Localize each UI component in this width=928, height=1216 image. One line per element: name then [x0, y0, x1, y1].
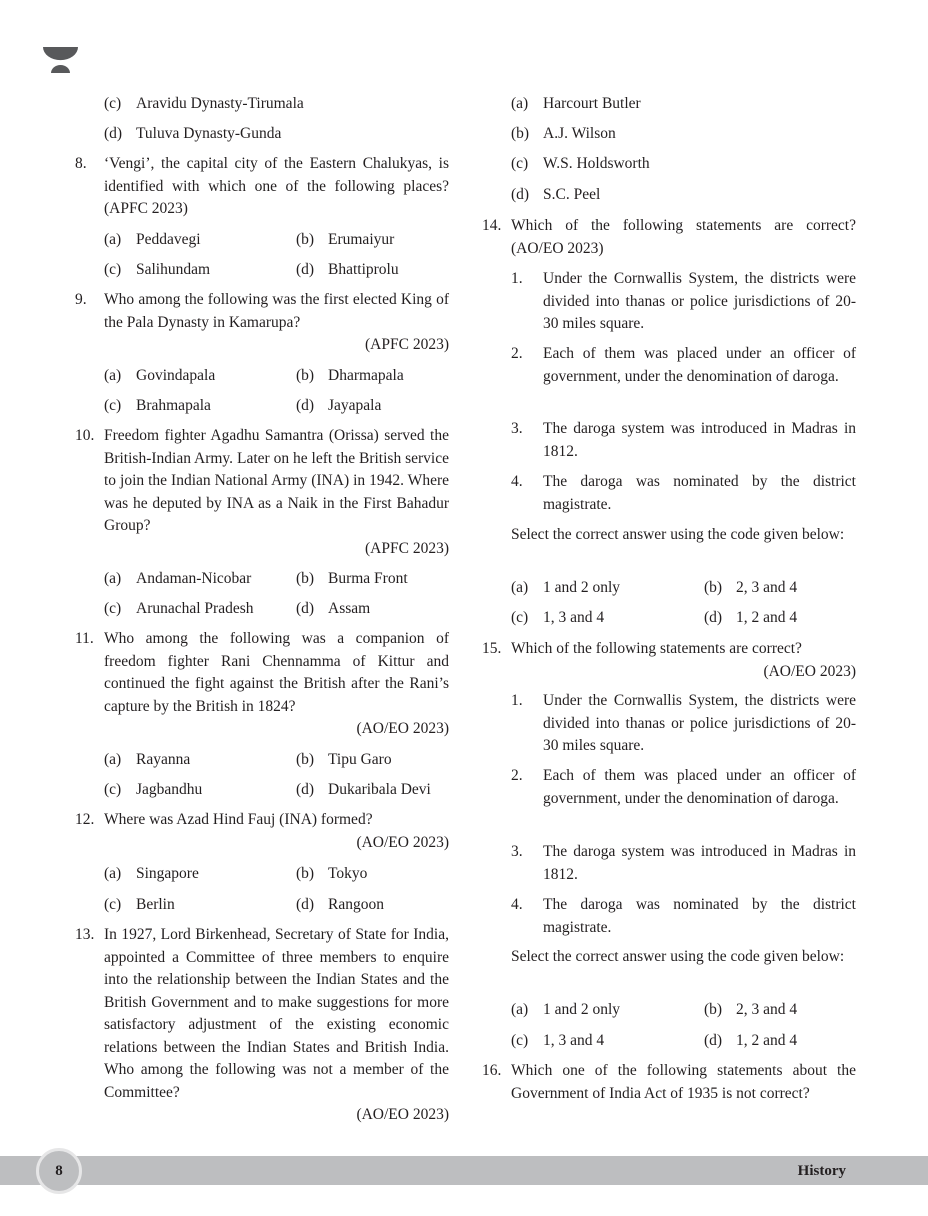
question-number: 11. [75, 630, 94, 647]
option-label: (a) [104, 231, 122, 248]
question-source: (APFC 2023) [365, 336, 449, 353]
question-9 [75, 289, 449, 357]
option-text: Dharmapala [328, 367, 404, 384]
option-text: Peddavegi [136, 231, 201, 248]
question-11 [75, 628, 449, 741]
question-14 [482, 215, 856, 260]
option-label: (a) [511, 95, 529, 112]
options-row [104, 863, 449, 886]
option-label: (c) [104, 600, 122, 617]
statement-number: 2. [511, 767, 523, 784]
option-label: (a) [511, 1001, 529, 1018]
question-number: 8. [75, 155, 87, 172]
cup-logo-icon [43, 45, 79, 75]
statement-number: 4. [511, 896, 523, 913]
question-number: 12. [75, 811, 95, 828]
option-text: Bhattiprolu [328, 261, 399, 278]
option-label: (d) [296, 896, 315, 913]
statement-2 [511, 765, 856, 810]
option-text: Tipu Garo [328, 751, 392, 768]
option-c [511, 153, 856, 176]
option-label: (c) [511, 1032, 529, 1049]
option-label: (a) [104, 751, 122, 768]
select-instruction [511, 946, 856, 969]
option-label: (d) [104, 125, 123, 142]
statement-2 [511, 343, 856, 388]
instruction-text: Select the correct answer using the code given below: [511, 948, 845, 965]
options-row [104, 395, 449, 418]
option-text: Jagbandhu [136, 781, 203, 798]
options-row [104, 749, 449, 772]
question-number: 9. [75, 291, 87, 308]
options-row [104, 259, 449, 282]
option-text: 2, 3 and 4 [736, 579, 798, 596]
option-text: 1, 2 and 4 [736, 1032, 798, 1049]
option-a [511, 93, 856, 116]
subject-label: History [797, 1163, 846, 1179]
statement-number: 1. [511, 692, 523, 709]
question-number: 14. [482, 217, 502, 234]
question-number: 10. [75, 427, 95, 444]
option-label: (d) [296, 781, 315, 798]
statement-text: The daroga system was introduced in Madras in 1812. [543, 420, 856, 460]
option-label: (a) [104, 570, 122, 587]
statement-text: Each of them was placed under an officer of government, under the denomination of daroga. [543, 345, 856, 385]
question-text: Who among the following was the first elected King of the Pala Dynasty in Kamarupa? [104, 291, 449, 331]
statement-1 [511, 268, 856, 336]
option-label: (a) [104, 865, 122, 882]
options-row [104, 598, 449, 621]
question-10 [75, 425, 449, 560]
statement-text: Under the Cornwallis System, the districts were divided into thanas or police jurisdictions of 20-30 miles square. [543, 270, 856, 332]
option-label: (b) [296, 751, 315, 768]
question-12 [75, 809, 449, 854]
statement-number: 1. [511, 270, 523, 287]
statement-4 [511, 471, 856, 516]
statement-number: 4. [511, 473, 523, 490]
options-row [104, 229, 449, 252]
question-source: (AO/EO 2023) [356, 1106, 449, 1123]
instruction-text: Select the correct answer using the code given below: [511, 526, 845, 543]
option-label: (d) [704, 1032, 723, 1049]
question-16 [482, 1060, 856, 1105]
statement-text: Under the Cornwallis System, the districts were divided into thanas or police jurisdictions of 20-30 miles square. [543, 692, 856, 754]
options-row [104, 779, 449, 802]
option-text: Singapore [136, 865, 199, 882]
question-text: Freedom fighter Agadhu Samantra (Orissa) served the British-Indian Army. Later on he left the British service to join the Indian National Army (INA) in 1942. Where was he deputed by INA as a Naik in the First Bahadur Group? [104, 427, 449, 534]
option-label: (c) [104, 95, 122, 112]
option-text: 2, 3 and 4 [736, 1001, 798, 1018]
option-text: Harcourt Butler [543, 95, 641, 112]
options-row [511, 577, 856, 600]
question-number: 16. [482, 1062, 502, 1079]
option-label: (c) [511, 155, 529, 172]
option-text: Rangoon [328, 896, 384, 913]
question-source: (AO/EO 2023) [356, 720, 449, 737]
option-text: Jayapala [328, 397, 382, 414]
option-text: Rayanna [136, 751, 191, 768]
option-text: Burma Front [328, 570, 408, 587]
question-number: 15. [482, 640, 502, 657]
statement-4 [511, 894, 856, 939]
option-label: (d) [296, 397, 315, 414]
option-label: (d) [296, 600, 315, 617]
option-label: (b) [296, 865, 315, 882]
question-number: 13. [75, 926, 95, 943]
option-text: Tuluva Dynasty-Gunda [136, 125, 282, 142]
option-label: (c) [104, 261, 122, 278]
statement-text: Each of them was placed under an officer of government, under the denomination of daroga. [543, 767, 856, 807]
option-text: 1 and 2 only [543, 579, 621, 596]
option-text: Assam [328, 600, 371, 617]
options-row [104, 568, 449, 591]
options-row [104, 365, 449, 388]
option-text: Arunachal Pradesh [136, 600, 254, 617]
question-15 [482, 638, 856, 683]
option-label: (c) [104, 397, 122, 414]
options-row [511, 1030, 856, 1053]
option-c [104, 93, 449, 116]
statement-text: The daroga was nominated by the district magistrate. [543, 896, 856, 936]
option-text: Andaman-Nicobar [136, 570, 252, 587]
question-text: Which one of the following statements about the Government of India Act of 1935 is not correct? [511, 1062, 856, 1102]
option-label: (b) [296, 570, 315, 587]
statement-number: 3. [511, 420, 523, 437]
option-label: (c) [104, 896, 122, 913]
options-row [511, 607, 856, 630]
option-text: Salihundam [136, 261, 211, 278]
option-d [104, 123, 449, 146]
footer-bar [0, 1156, 928, 1185]
option-text: 1, 2 and 4 [736, 609, 798, 626]
statement-text: The daroga was nominated by the district magistrate. [543, 473, 856, 513]
option-label: (c) [104, 781, 122, 798]
question-text: Who among the following was a companion of freedom fighter Rani Chennamma of Kittur and continued the fight against the British after the Rani’s capture by the British in 1824? [104, 630, 449, 715]
question-text: Which of the following statements are correct? [511, 640, 802, 657]
page-number: 8 [36, 1148, 82, 1194]
question-source: (AO/EO 2023) [356, 833, 449, 851]
option-label: (a) [511, 579, 529, 596]
question-text: Which of the following statements are correct? (AO/EO 2023) [511, 217, 856, 257]
question-text: Where was Azad Hind Fauj (INA) formed? [104, 811, 373, 828]
option-label: (b) [511, 125, 530, 142]
option-label: (a) [104, 367, 122, 384]
statement-1 [511, 690, 856, 758]
option-label: (b) [704, 579, 723, 596]
option-b [511, 123, 856, 146]
option-label: (d) [511, 186, 530, 203]
option-label: (b) [296, 367, 315, 384]
statement-number: 2. [511, 345, 523, 362]
question-text: ‘Vengi’, the capital city of the Eastern Chalukyas, is identified with which one of the following places? (APFC 2023) [104, 155, 449, 217]
option-label: (b) [296, 231, 315, 248]
option-text: Erumaiyur [328, 231, 395, 248]
option-text: 1 and 2 only [543, 1001, 621, 1018]
question-source: (APFC 2023) [365, 539, 449, 557]
option-text: Govindapala [136, 367, 216, 384]
option-text: 1, 3 and 4 [543, 1032, 605, 1049]
option-text: S.C. Peel [543, 186, 601, 203]
statement-3 [511, 418, 856, 463]
option-text: W.S. Holdsworth [543, 155, 650, 172]
option-label: (c) [511, 609, 529, 626]
statement-number: 3. [511, 843, 523, 860]
option-d [511, 184, 856, 207]
question-13 [75, 924, 449, 1127]
option-text: Dukaribala Devi [328, 781, 431, 798]
option-label: (d) [704, 609, 723, 626]
option-text: Aravidu Dynasty-Tirumala [136, 95, 304, 112]
question-text: In 1927, Lord Birkenhead, Secretary of State for India, appointed a Committee of three members to enquire into the relationship between the Indian States and the British Government and to make suggestions for more satisfactory adjustment of the existing economic relations between the Indian States and British India. Who among the following was not a member of the Committee? [104, 926, 449, 1101]
question-8 [75, 153, 449, 221]
statement-text: The daroga system was introduced in Madras in 1812. [543, 843, 856, 883]
option-label: (d) [296, 261, 315, 278]
options-row [104, 894, 449, 917]
statement-3 [511, 841, 856, 886]
option-text: Brahmapala [136, 397, 211, 414]
option-text: Tokyo [328, 865, 368, 882]
options-row [511, 999, 856, 1022]
option-text: A.J. Wilson [543, 125, 616, 142]
option-text: 1, 3 and 4 [543, 609, 605, 626]
option-label: (b) [704, 1001, 723, 1018]
question-source: (AO/EO 2023) [763, 662, 856, 680]
select-instruction [511, 524, 856, 547]
option-text: Berlin [136, 896, 175, 913]
